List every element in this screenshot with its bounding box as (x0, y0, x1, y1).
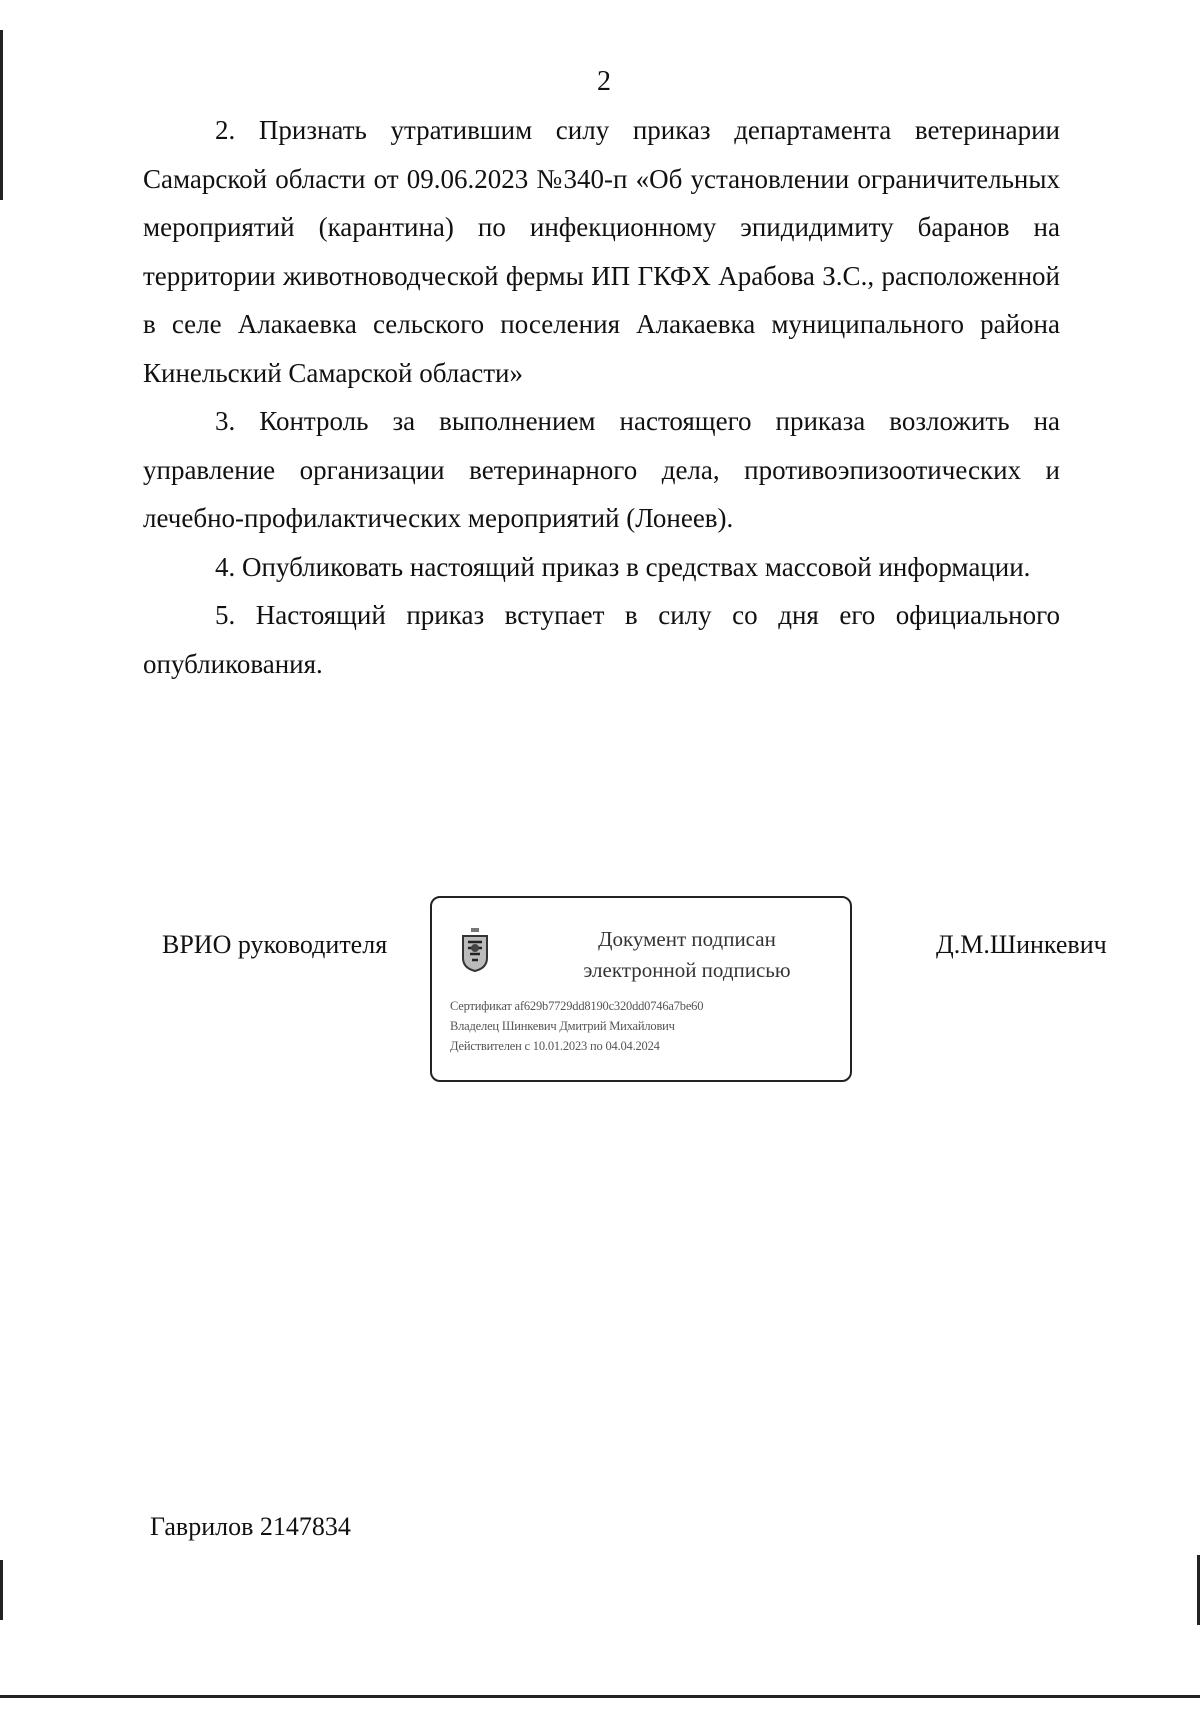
paragraph-clause-4: 4. Опубликовать настоящий приказ в средствах массовой информации. (215, 551, 1031, 582)
stamp-heading (552, 924, 822, 986)
signatory-name: Д.М.Шинкевич (936, 930, 1107, 959)
stamp-details (450, 996, 840, 1056)
electronic-signature-stamp (430, 896, 852, 1082)
scan-edge-left (0, 30, 3, 200)
coat-of-arms-icon (460, 928, 490, 972)
stamp-owner: Владелец Шинкевич Дмитрий Михайлович (450, 1019, 675, 1033)
stamp-certificate: Сертификат af629b7729dd8190c320dd0746a7be60 (450, 999, 704, 1013)
paragraph-clause-2: 2. Признать утратившим силу приказ департамента ветеринарии Самарской области от 09.06.2023 №340-п «Об установлении ограничительных мероприятий (карантина) по инфекционному эпидидимиту баранов на территории животноводческой фермы ИП ГКФХ Арабова З.С., расположенной в селе Алакаевка сельского поселения Алакаевка муниципального района Кинельский Самарской области» (143, 115, 1060, 388)
stamp-validity: Действителен с 10.01.2023 по 04.04.2024 (450, 1039, 660, 1053)
signatory-title: ВРИО руководителя (162, 930, 388, 959)
paragraph-clause-5: 5. Настоящий приказ вступает в силу со дня его официального опубликования. (143, 600, 1060, 679)
stamp-heading-line2: электронной подписью (583, 958, 791, 982)
document-body (143, 106, 1060, 688)
stamp-heading-line1: Документ подписан (598, 927, 776, 951)
executor-contact: Гаврилов 2147834 (150, 1512, 351, 1541)
paragraph-clause-3: 3. Контроль за выполнением настоящего приказа возложить на управление организации ветеринарного дела, противоэпизоотических и лечебно-профилактических мероприятий (Лонеев). (143, 406, 1060, 533)
page-number: 2 (597, 66, 611, 97)
scan-edge-left-lower (0, 1560, 3, 1620)
scan-edge-bottom (0, 1695, 1200, 1698)
